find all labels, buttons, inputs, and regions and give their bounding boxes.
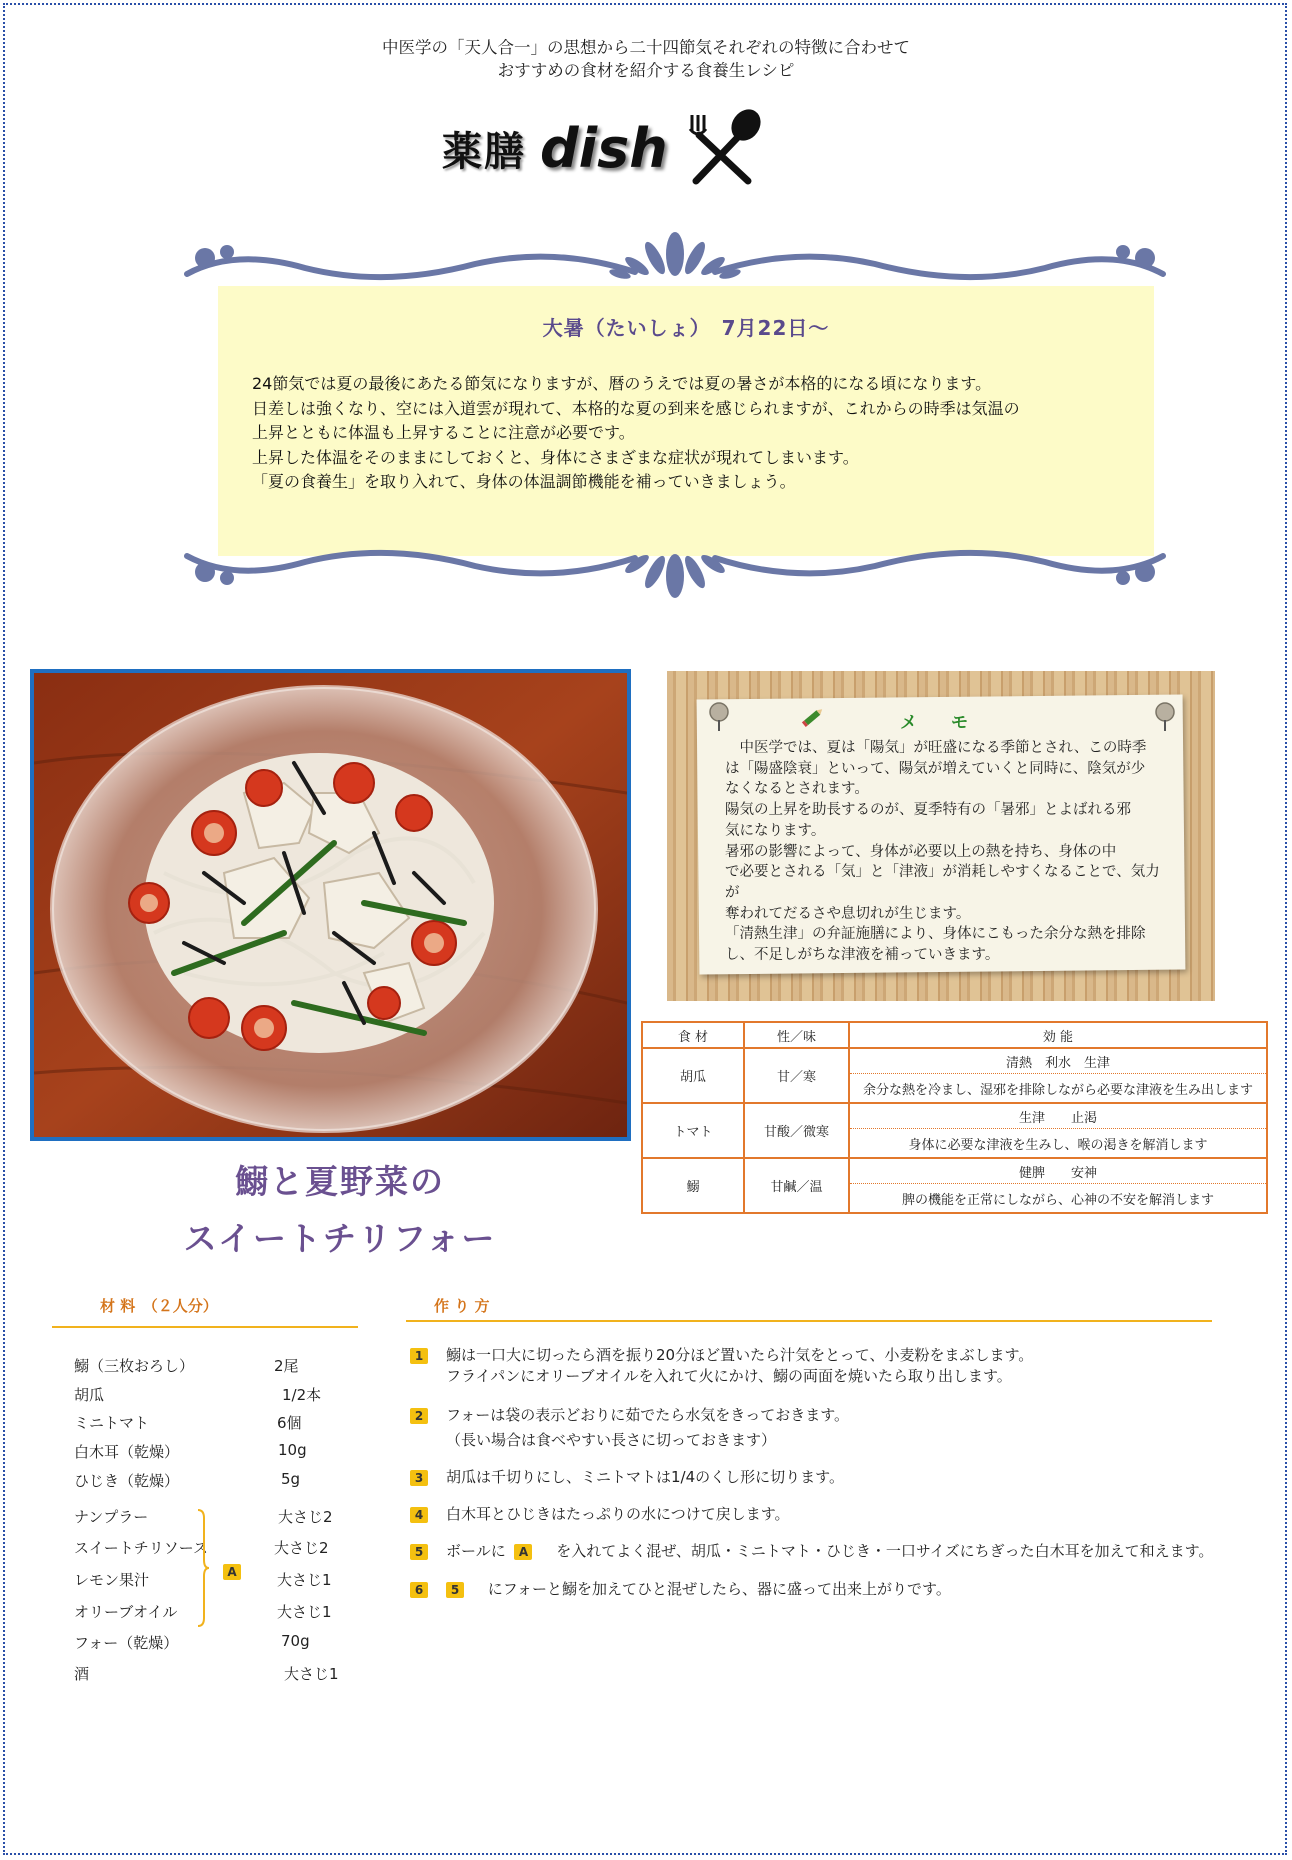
memo-body [725,738,1165,966]
method-step [410,1541,1250,1562]
table-cell-effect: 健脾 安神 [849,1158,1267,1184]
ingredient-amount: 2尾 [274,1357,299,1375]
ornament-top [175,228,1175,294]
dish-title-line-2: スイートチリフォー [183,1219,497,1258]
logo-dish-text: dish [540,116,668,180]
method-step [410,1467,1250,1488]
fork-and-spoon-icon [682,109,766,187]
ingredient-amount: 1/2本 [282,1386,322,1404]
season-line: 上昇した体温をそのままにしておくと、身体にさまざまな症状が現れてしまいます。 [252,447,859,467]
memo-line: 気になります。 [725,822,826,839]
step-text [446,1504,1246,1525]
ingredient-name: ミニトマト [74,1414,150,1432]
logo-kanji: 薬膳 [442,128,526,175]
dish-photo-illustration [34,673,627,1137]
ingredient-amount: 大さじ1 [284,1665,339,1683]
table-cell-description: 脾の機能を正常にしながら、心神の不安を解消します [849,1184,1267,1214]
ingredients-heading: 材 料 （２人分） [100,1297,218,1315]
ingredient-name: レモン果汁 [74,1571,150,1589]
season-line: 日差しは強くなり、空には入道雲が現れて、本格的な夏の到来を感じられますが、これからの時季は気温の [252,398,1020,418]
ornament-bottom [175,536,1175,602]
table-header-row [642,1022,1267,1048]
memo-line: 暑邪の影響によって、身体が必要以上の熱を持ち、身体の中 [725,843,1117,860]
dish-title-line-1: 鰯と夏野菜の [235,1162,445,1201]
ingredient-amount: 5g [281,1470,301,1488]
season-line: 24節気では夏の最後にあたる節気になりますが、暦のうえでは夏の暑さが本格的になる頃になります。 [252,374,992,393]
ingredient-amount: 10g [278,1441,307,1459]
table-cell-description: 余分な熱を冷まし、湿邪を排除しながら必要な津液を生み出します [849,1074,1267,1104]
intro-text [0,36,1292,82]
method-step [410,1579,1250,1600]
ingredient-name: 胡瓜 [74,1386,105,1404]
ingredient-name: スイートチリソース [74,1539,208,1557]
dish-photo [30,669,631,1141]
ingredient-amount: 6個 [277,1414,302,1432]
method-step [410,1345,1250,1385]
ingredient-group-ref: A [514,1544,532,1560]
group-bracket [196,1508,210,1628]
method-step [410,1405,1250,1449]
step-text [446,1345,1246,1387]
ingredient-name: 酒 [74,1665,90,1683]
memo-line: し、不足しがちな津液を補っていきます。 [725,947,1000,964]
ingredient-amount: 大さじ1 [277,1603,332,1621]
step-number: 5 [410,1544,428,1560]
step-line: 鰯は一口大に切ったら酒を振り20分ほど置いたら汁気をとって、小麦粉をまぶします。 [446,1346,1034,1364]
memo-title: メ モ [900,713,982,733]
intro-line-2: おすすめの食材を紹介する食養生レシピ [497,61,795,80]
step-line: フォーは袋の表示どおりに茹でたら水気をきっておきます。 [446,1406,850,1424]
ingredient-name: ナンプラー [74,1508,149,1526]
ingredient-name: ひじき（乾燥） [74,1472,180,1490]
table-cell-food: 胡瓜 [642,1048,744,1103]
memo-line: で必要とされる「気」と「津液」が消耗しやすくなることで、気力が [725,864,1160,901]
ingredients-rule [52,1326,358,1328]
method-step [410,1504,1250,1525]
step-text [446,1405,1246,1451]
step-number: 2 [410,1408,428,1424]
table-cell-nature: 甘／寒 [744,1048,849,1103]
memo-line: 「清熱生津」の弁証施膳により、身体にこもった余分な熱を排除 [725,926,1146,943]
group-a-label: A [223,1564,241,1580]
season-description [252,372,1132,495]
step-text-post: にフォーと鰯を加えてひと混ぜしたら、器に盛って出来上がりです。 [472,1580,951,1598]
step-line: フライパンにオリーブオイルを入れて火にかけ、鰯の両面を焼いたら取り出します。 [446,1367,1012,1385]
step-text [446,1541,1246,1562]
step-text-pre: ボールに [446,1542,506,1560]
method-rule [406,1320,1212,1322]
logo [442,108,766,188]
table-cell-effect: 清熱 利水 生津 [849,1048,1267,1074]
season-line: 「夏の食養生」を取り入れて、身体の体温調節機能を補っていきましょう。 [252,472,796,491]
column-header: 性／味 [744,1022,849,1048]
step-number: 1 [410,1348,428,1364]
table-cell-food: トマト [642,1103,744,1158]
ingredient-name: 鰯（三枚おろし） [74,1357,195,1375]
step-line: 白木耳とひじきはたっぷりの水につけて戻します。 [446,1505,790,1523]
step-ref: 5 [446,1582,464,1598]
table-cell-nature: 甘酸／微寒 [744,1103,849,1158]
table-cell-food: 鰯 [642,1158,744,1213]
table-cell-effect: 生津 止渇 [849,1103,1267,1129]
ingredient-amount: 大さじ2 [278,1508,333,1526]
season-title: 大暑（たいしょ） 7月22日～ [542,316,830,340]
step-text-post: を入れてよく混ぜ、胡瓜・ミニトマト・ひじき・一口サイズにちぎった白木耳を加えて和えます。 [541,1542,1214,1560]
step-number: 4 [410,1507,428,1523]
intro-line-1: 中医学の「天人合一」の思想から二十四節気それぞれの特徴に合わせて [382,38,910,57]
ingredient-amount: 大さじ2 [274,1539,329,1557]
table-row [642,1103,1267,1129]
ingredient-name: フォー（乾燥） [74,1634,179,1652]
season-line: 上昇とともに体温も上昇することに注意が必要です。 [252,423,635,442]
step-line: （長い場合は食べやすい長さに切っておきます） [446,1431,777,1449]
memo-line: 陽気の上昇を助長するのが、夏季特有の「暑邪」とよばれる邪 [725,802,1131,819]
step-line: 胡瓜は千切りにし、ミニトマトは1/4のくし形に切ります。 [446,1468,844,1486]
memo-line: なくなるとされます。 [725,781,869,798]
ingredient-amount: 70g [281,1632,310,1650]
ingredient-properties-table [641,1021,1268,1214]
ingredient-amount: 大さじ1 [277,1571,332,1589]
dish-title [30,1153,650,1267]
column-header: 効 能 [849,1022,1267,1048]
group-a-badge [223,1561,241,1580]
method-heading: 作 り 方 [434,1297,490,1315]
ingredient-name: オリーブオイル [74,1603,178,1621]
memo-line: 中医学では、夏は「陽気」が旺盛になる季節とされ、この時季 [725,740,1147,756]
step-text [446,1579,1246,1600]
table-row [642,1048,1267,1074]
memo-line: は「陽盛陰衰」といって、陽気が増えていくと同時に、陰気が少 [725,760,1146,777]
column-header: 食 材 [642,1022,744,1048]
step-text [446,1467,1246,1488]
ingredient-name: 白木耳（乾燥） [74,1443,180,1461]
memo-line: 奪われてだるさや息切れが生じます。 [725,905,971,922]
table-cell-nature: 甘鹹／温 [744,1158,849,1213]
step-number: 6 [410,1582,428,1598]
table-cell-description: 身体に必要な津液を生みし、喉の渇きを解消します [849,1129,1267,1159]
step-number: 3 [410,1470,428,1486]
table-row [642,1158,1267,1184]
